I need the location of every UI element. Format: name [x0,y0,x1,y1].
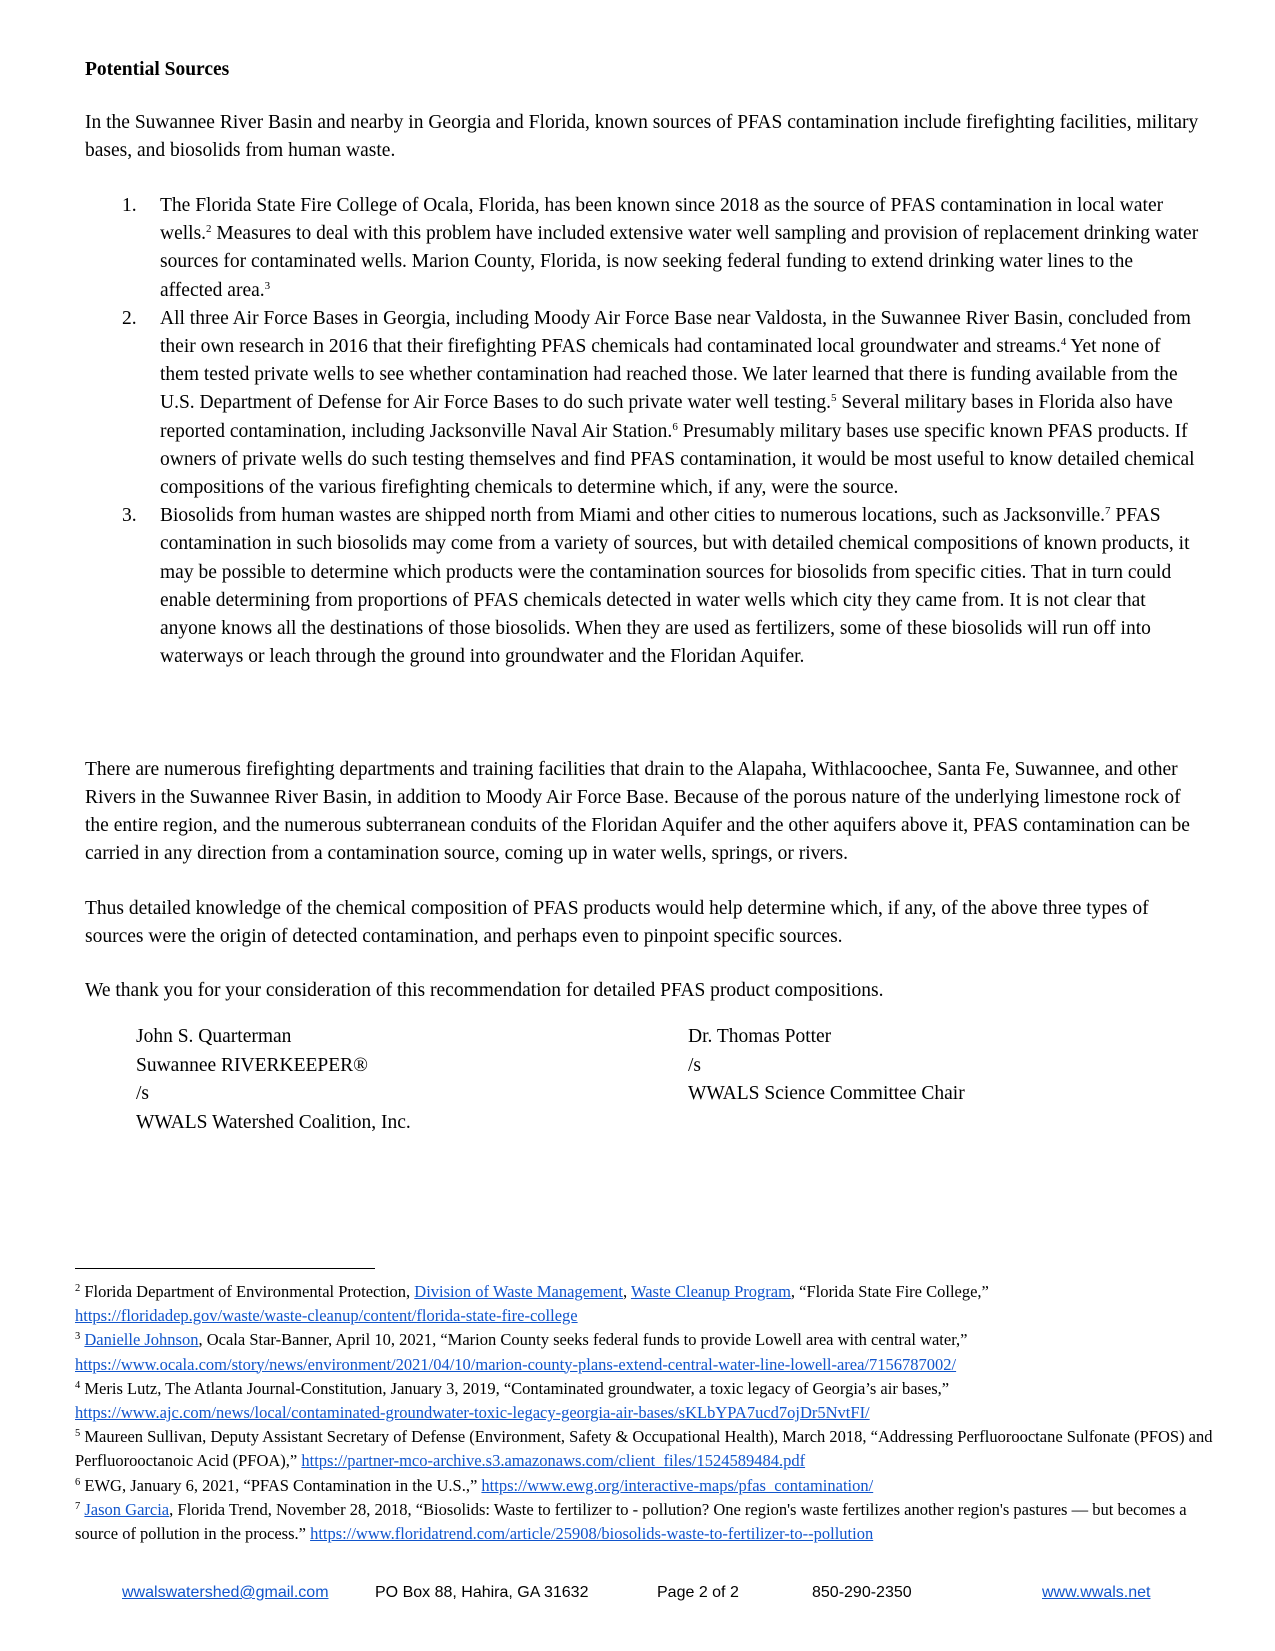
list-text: PFAS contamination in such biosolids may come from a variety of sources, but with detailed chemical compositions of known products, it may be possible to determine which products were the contamination sources for biosolids from specific cities. That in turn could enable determining from proportions of PFAS chemicals detected in water wells which city they came from. It is not clear that anyone knows all the destinations of those biosolids. When they are used as fertilizers, some of these biosolids will run off into waterways or leach through the ground into groundwater and the Floridan Aquifer. [160,505,1190,668]
signature-block-left [136,1023,411,1137]
footnote-number: 7 [75,1500,81,1512]
footnote-number: 4 [75,1379,81,1391]
footnotes-section [75,1280,1215,1546]
list-text: Presumably military bases use specific known PFAS products. If owners of private wells do such testing themselves and find PFAS contamination, it would be most useful to know detailed chemical compositions of the various firefighting chemicals to determine which, if any, were the source. [160,420,1195,499]
footnote-text: , “Florida State Fire College,” [790,1282,989,1301]
postal-address: PO Box 88, Hahira, GA 31632 [375,1584,589,1601]
signature-block-right [688,1023,965,1109]
signature-mark: /s [688,1054,702,1076]
list-text: All three Air Force Bases in Georgia, including Moody Air Force Base near Valdosta, in the Suwannee River Basin, concluded from their own research in 2016 that their firefighting PFAS chemicals had contaminated local groundwater and streams. [160,307,1191,358]
footnote-number: 6 [75,1476,81,1488]
sources-list [85,192,1200,671]
thanks-paragraph: We thank you for your consideration of this recommendation for detailed PFAS product compositions. [85,980,884,1001]
signer-org: WWALS Watershed Coalition, Inc. [136,1111,411,1133]
footnote-divider [75,1268,375,1269]
footnote-ref[interactable]: 3 [264,279,271,292]
page-number: Page 2 of 2 [657,1584,739,1601]
footnote-ref[interactable]: 2 [206,223,212,236]
footnote-ref[interactable]: 7 [1105,505,1111,518]
website-link[interactable]: www.wwals.net [1042,1584,1151,1601]
firefighting-paragraph: There are numerous firefighting departments and training facilities that drain to the Alapaha, Withlacoochee, Santa Fe, Suwannee, and other Rivers in the Suwannee River Basin, in addition to Moody Air Force Base. Because of the porous nature of the underlying limestone rock of the entire region, and the numerous subterranean conduits of the Floridan Aquifer and the other aquifers above it, PFAS contamination can be carried in any direction from a contamination source, coming up in water wells, springs, or rivers. [85,759,1190,864]
list-number: 1. [122,195,137,216]
footnote-url-link[interactable]: https://partner-mco-archive.s3.amazonaws.com/client_files/1524589484.pdf [301,1451,806,1471]
footnote-6 [75,1474,1215,1498]
page-footer [0,1584,1275,1608]
list-text: Several military bases in Florida also have reported contamination, including Jacksonville Naval Air Station. [160,392,1173,442]
footnote-2 [75,1280,1215,1328]
list-number: 2. [122,307,137,329]
footnote-url-link[interactable]: https://www.ewg.org/interactive-maps/pfas_contamination/ [481,1475,874,1495]
footnote-number: 2 [75,1283,81,1294]
phone-number: 850-290-2350 [812,1584,912,1601]
footnote-text: Florida Department of Environmental Protection, [80,1282,415,1301]
footnote-ref[interactable]: 6 [672,420,678,433]
footnote-ref[interactable]: 5 [830,392,837,405]
footnote-number: 3 [75,1331,81,1343]
division-link[interactable]: Division of Waste Management [414,1282,623,1301]
email-link[interactable]: wwalswatershed@gmail.com [122,1584,329,1601]
signer-name: John S. Quarterman [136,1026,292,1047]
list-item [85,192,1200,305]
list-text: The Florida State Fire College of Ocala, Florida, has been known since 2018 as the source of PFAS contamination in local water wells. [160,195,1164,245]
footnote-text: , Ocala Star-Banner, April 10, 2021, “Marion County seeks federal funds to provide Lowell area with central water,” [198,1330,968,1350]
list-text: Biosolids from human wastes are shipped north from Miami and other cities to numerous locations, such as Jacksonville. [160,505,1106,527]
section-heading: Potential Sources [85,59,230,80]
author-link[interactable]: Jason Garcia [84,1499,170,1519]
footnote-ref[interactable]: 4 [1060,336,1067,349]
footnote-url-link[interactable]: https://floridadep.gov/waste/waste-cleanup/content/florida-state-fire-college [75,1306,578,1326]
footnote-text: Meris Lutz, The Atlanta Journal-Constitution, January 3, 2019, “Contaminated groundwater, a toxic legacy of Georgia’s air bases,” [80,1378,950,1398]
signer-name: Dr. Thomas Potter [688,1026,832,1047]
footnote-text: , Florida Trend, November 28, 2018, “Biosolids: Waste to fertilizer to - pollution? One region's waste fertilizes another region's pastures — but becomes a source of pollution in the process.” [75,1499,1187,1544]
cleanup-program-link[interactable]: Waste Cleanup Program [630,1282,791,1301]
list-item [85,305,1200,502]
list-item [85,502,1200,671]
footnote-text: Maureen Sullivan, Deputy Assistant Secretary of Defense (Environment, Safety & Occupational Health), March 2018, “Addressing Perfluorooctane Sulfonate (PFOS) and Perfluorooctanoic Acid (PFOA),” [75,1427,1213,1471]
list-text: Measures to deal with this problem have included extensive water well sampling and provision of replacement drinking water sources for contaminated wells. Marion County, Florida, is now seeking federal funding to extend drinking water lines to the affected area. [160,223,1199,301]
list-number: 3. [122,505,137,527]
intro-paragraph: In the Suwannee River Basin and nearby in Georgia and Florida, known sources of PFAS contamination include firefighting facilities, military bases, and biosolids from human waste. [85,112,1199,161]
footnote-7 [75,1498,1215,1546]
footnote-5 [75,1425,1215,1473]
signer-title: WWALS Science Committee Chair [688,1083,965,1104]
footnote-url-link[interactable]: https://www.floridatrend.com/article/25908/biosolids-waste-to-fertilizer-to--pollution [310,1524,874,1544]
footnote-url-link[interactable]: https://www.ajc.com/news/local/contaminated-groundwater-toxic-legacy-georgia-air-bases/sKLbYPA7ucd7ojDr5NvtFI/ [75,1403,870,1423]
signer-title: Suwannee RIVERKEEPER® [136,1054,369,1076]
list-text: Yet none of them tested private wells to see whether contamination had reached those. We later learned that there is funding available from the U.S. Department of Defense for Air Force Bases to do such private water well testing. [160,336,1178,414]
author-link[interactable]: Danielle Johnson [84,1330,199,1350]
signature-mark: /s [136,1083,150,1104]
footnote-text: , [623,1282,631,1301]
footnote-number: 5 [75,1428,81,1440]
knowledge-paragraph: Thus detailed knowledge of the chemical composition of PFAS products would help determine which, if any, of the above three types of sources were the origin of detected contamination, and perhaps even to pinpoint specific sources. [85,898,1149,947]
footnote-text: EWG, January 6, 2021, “PFAS Contamination in the U.S.,” [80,1475,482,1495]
footnote-4 [75,1377,1215,1425]
footnote-3 [75,1328,1215,1376]
footnote-url-link[interactable]: https://www.ocala.com/story/news/environment/2021/04/10/marion-county-plans-extend-central-water-line-lowell-area/7156787002/ [75,1354,957,1374]
